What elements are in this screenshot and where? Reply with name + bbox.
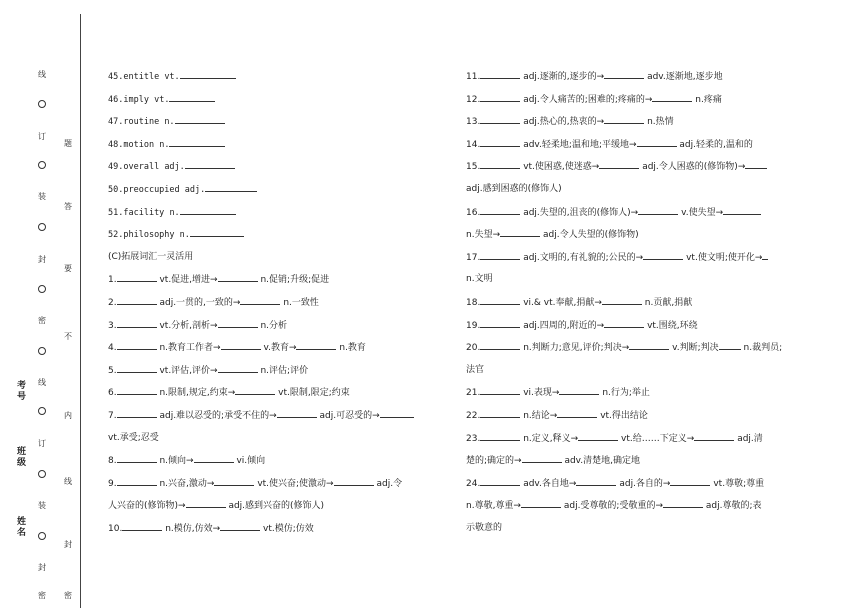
margin-char: 答 <box>64 202 72 211</box>
ext-item-20: 20. n.判断力;意见,评价;判决→ v.判断;判决 n.裁判员; <box>466 339 804 362</box>
answer-blank[interactable] <box>122 520 162 531</box>
ext-item-7-cont: vt.承受;忍受 <box>108 432 159 443</box>
vocab-item: 52.philosophy n. <box>108 226 454 249</box>
answer-blank[interactable] <box>559 384 599 395</box>
answer-blank[interactable] <box>235 384 275 395</box>
answer-blank[interactable] <box>220 520 260 531</box>
vocab-item: 45.entitle vt. <box>108 68 454 91</box>
answer-blank[interactable] <box>599 158 639 169</box>
answer-blank[interactable] <box>169 91 215 102</box>
ext-item-3: 3. vt.分析,剖析→ n.分析 <box>108 317 454 340</box>
name-label: 姓名 <box>15 516 25 538</box>
vocab-item: 48.motion n. <box>108 136 454 159</box>
answer-blank[interactable] <box>296 339 336 350</box>
vocab-item: 49.overall adj. <box>108 158 454 181</box>
answer-blank[interactable] <box>521 497 561 508</box>
exam-number-label: 考号 <box>15 380 25 402</box>
vocab-item: 46.imply vt. <box>108 91 454 114</box>
answer-blank[interactable] <box>602 294 642 305</box>
answer-blank[interactable] <box>277 407 317 418</box>
answer-blank[interactable] <box>334 475 374 486</box>
answer-blank[interactable] <box>604 113 644 124</box>
answer-blank[interactable] <box>480 136 520 147</box>
margin-char: 不 <box>64 332 72 341</box>
answer-blank[interactable] <box>480 475 520 486</box>
margin-char: 订 <box>38 439 46 448</box>
answer-blank[interactable] <box>480 158 520 169</box>
ext-item-22: 22. n.结论→ vt.得出结论 <box>466 407 804 430</box>
answer-blank[interactable] <box>480 204 520 215</box>
answer-blank[interactable] <box>175 113 225 124</box>
answer-blank[interactable] <box>214 475 254 486</box>
answer-blank[interactable] <box>205 181 257 192</box>
ext-item-17: 17. adj.文明的,有礼貌的;公民的→ vt.使文明;使开化→ <box>466 249 804 272</box>
ext-item-13: 13. adj.热心的,热衷的→ n.热情 <box>466 113 804 136</box>
answer-blank[interactable] <box>194 452 234 463</box>
margin-char: 线 <box>38 378 46 387</box>
margin-circle <box>38 470 46 478</box>
ext-item-7: 7. adj.难以忍受的;承受不住的→ adj.可忍受的→ <box>108 407 454 430</box>
answer-blank[interactable] <box>643 249 683 260</box>
margin-char: 线 <box>38 70 46 79</box>
answer-blank[interactable] <box>745 158 767 169</box>
ext-item-24: 24. adv.各自地→ adj.各自的→ vt.尊敬;尊重 <box>466 475 804 498</box>
binding-line <box>80 14 81 608</box>
margin-char: 要 <box>64 264 72 273</box>
answer-blank[interactable] <box>694 430 734 441</box>
margin-char: 封 <box>64 540 72 549</box>
ext-item-17-cont: n.文明 <box>466 274 493 285</box>
margin-circle <box>38 407 46 415</box>
answer-blank[interactable] <box>522 452 562 463</box>
section-title: (C)拓展词汇一灵活用 <box>108 251 194 262</box>
margin-char: 题 <box>64 139 72 148</box>
left-column <box>108 68 454 542</box>
answer-blank[interactable] <box>218 317 258 328</box>
margin-circle <box>38 347 46 355</box>
ext-item-20-cont: 法官 <box>466 364 485 375</box>
ext-item-2: 2. adj.一贯的,一致的→ n.一致性 <box>108 294 454 317</box>
margin-char: 封 <box>38 255 46 264</box>
margin-char: 密 <box>64 591 72 600</box>
ext-item-12: 12. adj.令人痛苦的;困难的;疼痛的→ n.疼痛 <box>466 91 804 114</box>
answer-blank[interactable] <box>117 475 157 486</box>
answer-blank[interactable] <box>117 407 157 418</box>
margin-circle <box>38 161 46 169</box>
answer-blank[interactable] <box>637 136 677 147</box>
answer-blank[interactable] <box>652 91 692 102</box>
answer-blank[interactable] <box>380 407 414 418</box>
answer-blank[interactable] <box>169 136 225 147</box>
answer-blank[interactable] <box>117 452 157 463</box>
answer-blank[interactable] <box>480 339 520 350</box>
ext-item-23: 23. n.定义,释义→ vt.给……下定义→ adj.清 <box>466 430 804 453</box>
answer-blank[interactable] <box>480 384 520 395</box>
margin-char: 装 <box>38 192 46 201</box>
vocab-item: 50.preoccupied adj. <box>108 181 454 204</box>
answer-blank[interactable] <box>480 91 520 102</box>
answer-blank[interactable] <box>576 475 616 486</box>
margin-circle <box>38 223 46 231</box>
answer-blank[interactable] <box>670 475 710 486</box>
margin-circle <box>38 532 46 540</box>
answer-blank[interactable] <box>218 362 258 373</box>
ext-item-5: 5. vt.评估,评价→ n.评估;评价 <box>108 362 454 385</box>
answer-blank[interactable] <box>629 339 669 350</box>
answer-blank[interactable] <box>719 339 741 350</box>
ext-item-18: 18. vi.& vt.奉献,捐献→ n.贡献,捐献 <box>466 294 804 317</box>
margin-char: 封 <box>38 563 46 572</box>
margin-char: 密 <box>38 316 46 325</box>
answer-blank[interactable] <box>480 68 520 79</box>
answer-blank[interactable] <box>117 362 157 373</box>
answer-blank[interactable] <box>218 271 258 282</box>
margin-char: 线 <box>64 477 72 486</box>
right-column <box>466 68 804 542</box>
margin-circle <box>38 100 46 108</box>
margin-char: 订 <box>38 132 46 141</box>
ext-item-24-cont2: 示敬意的 <box>466 522 503 533</box>
ext-item-6: 6. n.限制,规定,约束→ vt.限制,限定;约束 <box>108 384 454 407</box>
ext-item-4: 4. n.教育工作者→ v.教育→ n.教育 <box>108 339 454 362</box>
answer-blank[interactable] <box>480 249 520 260</box>
answer-blank[interactable] <box>186 497 226 508</box>
ext-item-19: 19. adj.四周的,附近的→ vt.围绕,环绕 <box>466 317 804 340</box>
ext-item-1: 1. vt.促进,增进→ n.促销;升级;促进 <box>108 271 454 294</box>
answer-blank[interactable] <box>604 317 644 328</box>
ext-item-15: 15. vt.使困惑,使迷惑→ adj.令人困惑的(修饰物)→ <box>466 158 804 181</box>
answer-blank[interactable] <box>180 68 236 79</box>
answer-blank[interactable] <box>480 294 520 305</box>
ext-item-9-cont: 人兴奋的(修饰物)→ adj.感到兴奋的(修饰人) <box>108 497 454 520</box>
margin-char: 装 <box>38 501 46 510</box>
answer-blank[interactable] <box>663 497 703 508</box>
ext-item-9: 9. n.兴奋,激动→ vt.使兴奋;使激动→ adj.令 <box>108 475 454 498</box>
answer-blank[interactable] <box>500 226 540 237</box>
answer-blank[interactable] <box>480 317 520 328</box>
answer-blank[interactable] <box>762 249 768 260</box>
answer-blank[interactable] <box>723 204 761 215</box>
ext-item-8: 8. n.倾向→ vi.倾向 <box>108 452 454 475</box>
ext-item-14: 14. adv.轻柔地;温和地;平缓地→ adj.轻柔的,温和的 <box>466 136 804 159</box>
margin-circle <box>38 285 46 293</box>
ext-item-23-cont: 楚的;确定的→ adv.清楚地,确定地 <box>466 452 804 475</box>
ext-item-15-cont: adj.感到困惑的(修饰人) <box>466 183 562 194</box>
ext-item-24-cont: n.尊敬,尊重→ adj.受尊敬的;受敬重的→ adj.尊敬的;表 <box>466 497 804 520</box>
ext-item-21: 21. vi.表现→ n.行为;举止 <box>466 384 804 407</box>
answer-blank[interactable] <box>240 294 280 305</box>
vocab-item: 47.routine n. <box>108 113 454 136</box>
answer-blank[interactable] <box>190 226 244 237</box>
ext-item-10: 10. n.模仿,仿效→ vt.模仿;仿效 <box>108 520 454 543</box>
class-label: 班级 <box>15 446 25 468</box>
answer-blank[interactable] <box>480 113 520 124</box>
answer-blank[interactable] <box>180 204 236 215</box>
answer-blank[interactable] <box>117 271 157 282</box>
answer-blank[interactable] <box>117 384 157 395</box>
answer-blank[interactable] <box>480 430 520 441</box>
answer-blank[interactable] <box>221 339 261 350</box>
margin-char: 密 <box>38 591 46 600</box>
answer-blank[interactable] <box>117 317 157 328</box>
margin-char: 内 <box>64 411 72 420</box>
answer-blank[interactable] <box>578 430 618 441</box>
answer-blank[interactable] <box>185 158 235 169</box>
answer-blank[interactable] <box>638 204 678 215</box>
answer-blank[interactable] <box>557 407 597 418</box>
answer-blank[interactable] <box>117 339 157 350</box>
answer-blank[interactable] <box>480 407 520 418</box>
ext-item-16: 16. adj.失望的,沮丧的(修饰人)→ v.使失望→ <box>466 204 804 227</box>
vocab-item: 51.facility n. <box>108 204 454 227</box>
answer-blank[interactable] <box>117 294 157 305</box>
ext-item-16-cont: n.失望→ adj.令人失望的(修饰物) <box>466 226 804 249</box>
answer-blank[interactable] <box>604 68 644 79</box>
ext-item-11: 11. adj.逐渐的,逐步的→ adv.逐渐地,逐步地 <box>466 68 804 91</box>
